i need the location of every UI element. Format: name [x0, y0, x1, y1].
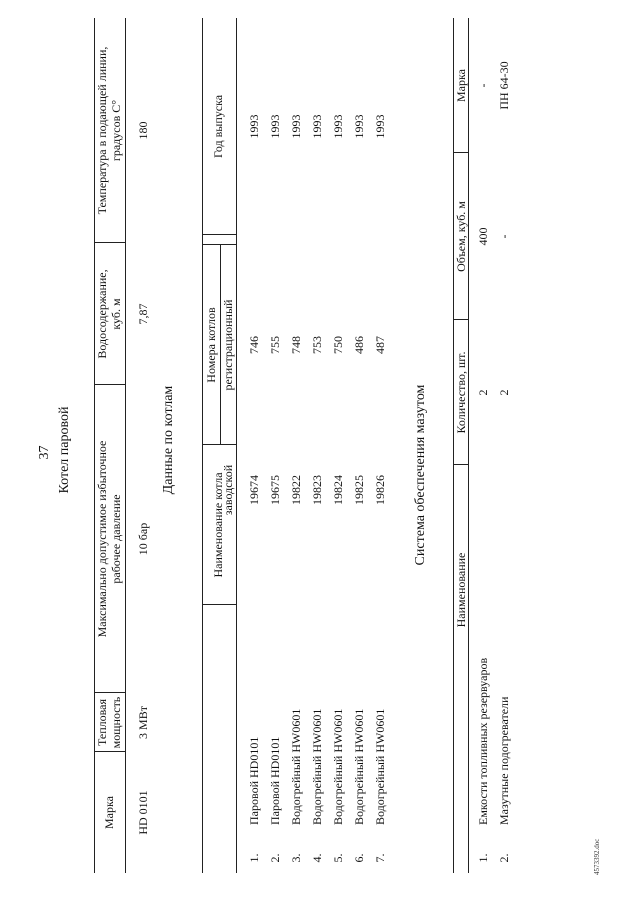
header-quantity: Количество, шт. [454, 351, 468, 434]
row-number: 1. [476, 853, 490, 863]
section2-title: Данные по котлам [161, 385, 176, 495]
header-factory-number: заводской [221, 464, 235, 516]
registration-number: 750 [331, 336, 345, 354]
row-number: 2. [497, 853, 511, 863]
section1-title: Котел паровой [57, 406, 72, 494]
header-volume: Объем, куб. м [454, 201, 468, 272]
registration-number: 748 [289, 336, 303, 354]
item-volume: 400 [476, 227, 490, 246]
row-number: 5. [331, 853, 345, 863]
registration-number: 755 [268, 336, 282, 354]
year-of-manufacture: 1993 [310, 114, 324, 139]
cell-water-volume: 7,87 [136, 303, 150, 325]
registration-number: 487 [373, 336, 387, 354]
row-number: 6. [352, 853, 366, 863]
cell-brand: HD 0101 [136, 790, 150, 835]
header-brand: Марка [454, 69, 468, 102]
cell-power: 3 МВт [136, 706, 150, 739]
year-of-manufacture: 1993 [373, 114, 387, 139]
boiler-name: Водогрейный HW0601 [310, 708, 324, 825]
item-quantity: 2 [476, 389, 490, 396]
factory-number: 19822 [289, 475, 303, 505]
cell-pressure: 10 бар [136, 522, 150, 556]
factory-number: 19826 [373, 475, 387, 505]
boiler-name: Водогрейный HW0601 [373, 708, 387, 825]
header-water-volume: Водосодержание, куб. м [95, 269, 123, 359]
header-year: Год выпуска [211, 94, 225, 159]
boiler-name: Паровой HD0101 [268, 736, 282, 825]
boiler-name: Водогрейный HW0601 [352, 708, 366, 825]
item-brand: - [476, 83, 490, 88]
item-name: Мазутные подогреватели [497, 696, 511, 825]
row-number: 2. [268, 853, 282, 863]
header-boiler-name: Наименование котла [211, 472, 225, 578]
year-of-manufacture: 1993 [352, 114, 366, 139]
footer-filename: 4573392.doc [593, 838, 601, 875]
row-number: 1. [247, 853, 261, 863]
row-number: 7. [373, 853, 387, 863]
factory-number: 19674 [247, 475, 261, 505]
item-name: Емкости топливных резервуаров [476, 657, 490, 825]
factory-number: 19824 [331, 475, 345, 505]
year-of-manufacture: 1993 [268, 114, 282, 139]
header-boiler-numbers: Номера котлов [204, 307, 218, 383]
year-of-manufacture: 1993 [247, 114, 261, 139]
factory-number: 19823 [310, 475, 324, 505]
header-brand: Марка [102, 796, 116, 829]
registration-number: 486 [352, 336, 366, 354]
section3-title: Система обеспечения мазутом [413, 384, 428, 566]
header-item-name: Наименование [454, 552, 468, 628]
header-temperature: Температура в подающей линии, градусов С° [95, 46, 123, 215]
header-power: Тепловая мощность [95, 696, 123, 749]
cell-temperature: 180 [136, 121, 150, 140]
item-brand: ПН 64-30 [497, 61, 511, 110]
year-of-manufacture: 1993 [331, 114, 345, 139]
item-volume: - [497, 234, 511, 239]
boiler-name: Паровой HD0101 [247, 736, 261, 825]
row-number: 3. [289, 853, 303, 863]
registration-number: 753 [310, 336, 324, 354]
item-quantity: 2 [497, 389, 511, 396]
year-of-manufacture: 1993 [289, 114, 303, 139]
factory-number: 19825 [352, 475, 366, 505]
row-number: 4. [310, 853, 324, 863]
boiler-name: Водогрейный HW0601 [289, 708, 303, 825]
header-registration-number: регистрационный [221, 299, 235, 391]
page-number: 37 [37, 445, 52, 460]
registration-number: 746 [247, 336, 261, 354]
header-pressure: Максимально допустимое избыточное рабочее давление [95, 440, 123, 638]
factory-number: 19675 [268, 475, 282, 505]
boiler-name: Водогрейный HW0601 [331, 708, 345, 825]
